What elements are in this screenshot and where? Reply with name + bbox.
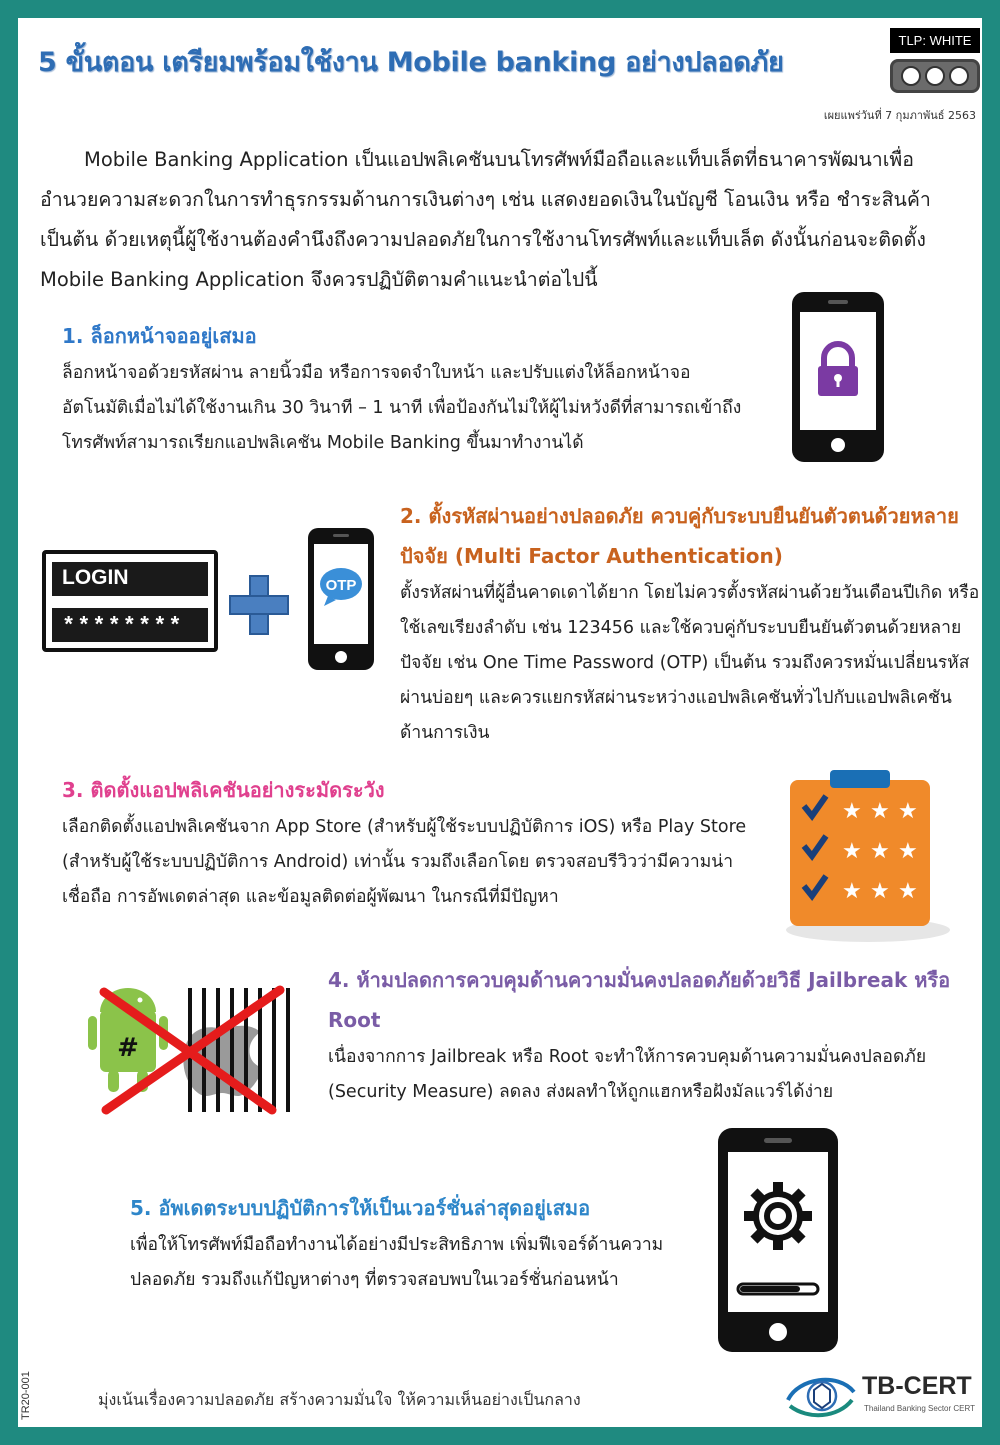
page-title: 5 ขั้นตอน เตรียมพร้อมใช้งาน Mobile banking อย่างปลอดภัย — [38, 47, 784, 78]
section-5-title: 5. อัพเดตระบบปฏิบัติการให้เป็นเวอร์ชั่นล่าสุดอยู่เสมอ — [130, 1196, 591, 1220]
light-dot — [949, 66, 969, 86]
plus-icon — [228, 574, 290, 636]
locked-phone-icon — [790, 290, 886, 464]
section-4 — [328, 960, 978, 1110]
section-3 — [62, 770, 752, 915]
section-5-body: เพื่อให้โทรศัพท์มือถือทำงานได้อย่างมีประสิทธิภาพ เพิ่มฟีเจอร์ด้านความปลอดภัย รวมถึงแก้ปัญหาต่างๆ ที่ตรวจสอบพบในเวอร์ชั่นก่อนหน้า — [130, 1235, 664, 1290]
tlp-label: TLP: WHITE — [890, 28, 980, 53]
section-2-body: ตั้งรหัสผ่านที่ผู้อื่นคาดเดาได้ยาก โดยไม่ควรตั้งรหัสผ่านด้วยวันเดือนปีเกิด หรือใช้เลขเรียงลำดับ เช่น 123456 และใช้ควบคู่กับระบบยืนยันตัวตนด้วยหลายปัจจัย เช่น One Time Password (OTP) เป็นต้น รวมถึงควรหมั่นเปลี่ยนรหัสผ่านบ่อยๆ และควรแยกรหัสผ่านระหว่างแอปพลิเคชันทั่วไปกับแอปพลิเคชันด้านการเงิน — [400, 583, 980, 743]
document-code: TR20-001 — [20, 1371, 32, 1420]
section-2 — [400, 496, 980, 751]
svg-text:★: ★ — [870, 839, 890, 864]
svg-text:★: ★ — [842, 799, 862, 824]
section-5 — [130, 1188, 710, 1298]
section-1 — [62, 316, 742, 461]
footer-motto: มุ่งเน้นเรื่องความปลอดภัย สร้างความมั่นใจ ให้ความเห็นอย่างเป็นกลาง — [98, 1390, 581, 1409]
password-mask: ******** — [52, 608, 208, 642]
tlp-indicator — [890, 28, 980, 93]
tb-cert-logo — [778, 1370, 978, 1420]
traffic-light-icon — [890, 59, 980, 93]
section-1-title: 1. ล็อกหน้าจออยู่เสมอ — [62, 324, 257, 348]
light-dot — [925, 66, 945, 86]
publish-date: เผยแพร่วันที่ 7 กุมภาพันธ์ 2563 — [823, 109, 976, 122]
section-4-body: เนื่องจากการ Jailbreak หรือ Root จะทำให้การควบคุมด้านความมั่นคงปลอดภัย (Security Measure) ลดลง ส่งผลทำให้ถูกแฮกหรือฝังมัลแวร์ได้ง่าย — [328, 1047, 927, 1102]
light-dot — [901, 66, 921, 86]
app-review-checklist-icon — [776, 770, 956, 946]
android-hash: # — [117, 1033, 139, 1063]
logo-name: TB-CERT — [862, 1372, 972, 1400]
svg-text:★: ★ — [842, 879, 862, 904]
section-4-title: 4. ห้ามปลดการควบคุมด้านความมั่นคงปลอดภัยด้วยวิธี Jailbreak หรือ Root — [328, 968, 951, 1032]
infographic-page — [18, 18, 982, 1427]
section-3-body: เลือกติดตั้งแอปพลิเคชันจาก App Store (สำหรับผู้ใช้ระบบปฏิบัติการ iOS) หรือ Play Store (สำหรับผู้ใช้ระบบปฏิบัติการ Android) เท่านั้น รวมถึงเลือกโดย ตรวจสอบรีวิวว่ามีความน่าเชื่อถือ การอัพเดตล่าสุด และข้อมูลติดต่อผู้พัฒนา ในกรณีที่มีปัญหา — [62, 817, 747, 907]
section-2-title: 2. ตั้งรหัสผ่านอย่างปลอดภัย ควบคู่กับระบบยืนยันตัวตนด้วยหลายปัจจัย (Multi Factor Authentication) — [400, 504, 959, 568]
svg-text:★: ★ — [870, 879, 890, 904]
login-label: LOGIN — [52, 562, 208, 596]
svg-text:★: ★ — [898, 799, 918, 824]
intro-paragraph: Mobile Banking Application เป็นแอปพลิเคชันบนโทรศัพท์มือถือและแท็บเล็ตที่ธนาคารพัฒนาเพื่ออำนวยความสะดวกในการทำธุรกรรมด้านการเงินต่างๆ เช่น แสดงยอดเงินในบัญชี โอนเงิน หรือ ชำระสินค้า เป็นต้น ด้วยเหตุนี้ผู้ใช้งานต้องคำนึงถึงความปลอดภัยในการใช้งานโทรศัพท์และแท็บเล็ต ดังนั้นก่อนจะติดตั้ง Mobile Banking Application จึงควรปฏิบัติตามคำแนะนำต่อไปนี้ — [40, 148, 931, 291]
no-jailbreak-root-icon — [72, 982, 302, 1118]
otp-phone-icon — [306, 526, 376, 672]
svg-text:★: ★ — [842, 839, 862, 864]
logo-subtitle: Thailand Banking Sector CERT — [864, 1404, 976, 1413]
tb-cert-logo-icon — [784, 1370, 858, 1420]
otp-label: OTP — [325, 577, 357, 594]
section-1-body: ล็อกหน้าจอด้วยรหัสผ่าน ลายนิ้วมือ หรือการจดจำใบหน้า และปรับแต่งให้ล็อกหน้าจออัตโนมัติเมื่อไม่ได้ใช้งานเกิน 30 วินาที – 1 นาที เพื่อป้องกันไม่ให้ผู้ไม่หวังดีที่สามารถเข้าถึงโทรศัพท์สามารถเรียกแอปพลิเคชัน Mobile Banking ขึ้นมาทำงานได้ — [62, 363, 742, 453]
svg-text:★: ★ — [898, 839, 918, 864]
svg-text:★: ★ — [898, 879, 918, 904]
update-phone-icon — [716, 1126, 840, 1354]
svg-text:★: ★ — [870, 799, 890, 824]
section-3-title: 3. ติดตั้งแอปพลิเคชันอย่างระมัดระวัง — [62, 778, 385, 802]
login-box-illustration — [42, 550, 218, 652]
